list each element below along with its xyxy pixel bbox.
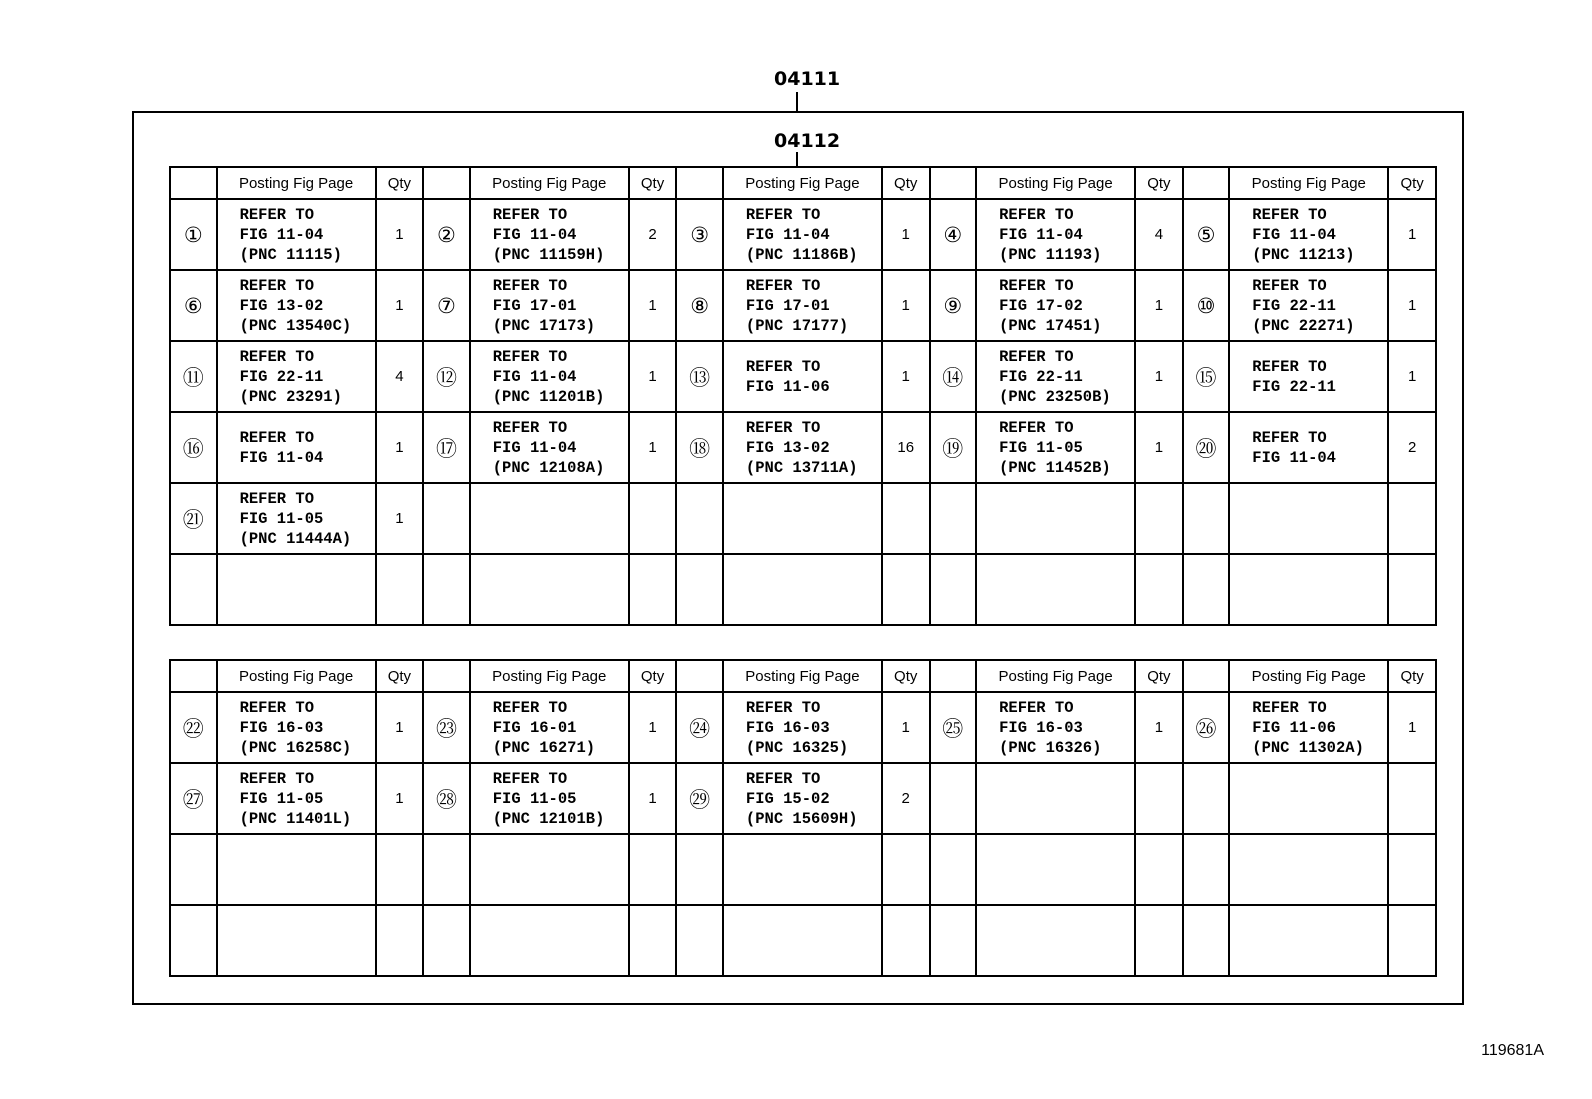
- quantity-cell: [1135, 554, 1183, 625]
- quantity-cell: 1: [629, 763, 677, 834]
- reference-cell: [470, 554, 629, 625]
- reference-line: (PNC 11302A): [1252, 738, 1364, 757]
- reference-line: REFER TO: [1252, 698, 1327, 717]
- reference-cell: [976, 483, 1135, 554]
- reference-line: FIG 22-11: [1252, 377, 1336, 396]
- reference-cell: [217, 270, 376, 341]
- reference-cell: [723, 763, 882, 834]
- quantity-cell: 1: [376, 412, 424, 483]
- header-posting-fig-page: Posting Fig Page: [470, 167, 629, 199]
- callout-number: [1183, 763, 1230, 834]
- header-posting-fig-page: Posting Fig Page: [217, 167, 376, 199]
- reference-cell: [1229, 834, 1388, 905]
- header-number: [676, 660, 723, 692]
- reference-line: (PNC 17177): [745, 316, 849, 335]
- reference-line: REFER TO: [492, 205, 568, 224]
- quantity-cell: [1135, 763, 1183, 834]
- callout-number: [1183, 834, 1230, 905]
- quantity-cell: 1: [629, 412, 677, 483]
- reference-cell: [976, 270, 1135, 341]
- assembly-number-top: 04111: [774, 68, 841, 90]
- callout-number: ⑮: [1183, 341, 1230, 412]
- quantity-cell: 1: [629, 341, 677, 412]
- callout-number: [930, 905, 977, 976]
- reference-line: REFER TO: [239, 489, 314, 508]
- callout-number: [423, 483, 470, 554]
- reference-cell: [217, 412, 376, 483]
- reference-cell: [976, 199, 1135, 270]
- reference-line: (PNC 12108A): [492, 458, 605, 477]
- callout-number: [676, 905, 723, 976]
- callout-number: ㉑: [170, 483, 217, 554]
- header-number: [423, 167, 470, 199]
- header-posting-fig-page: Posting Fig Page: [976, 167, 1135, 199]
- reference-line: FIG 11-05: [239, 509, 324, 528]
- callout-number: ⑲: [930, 412, 977, 483]
- quantity-cell: [376, 834, 424, 905]
- quantity-cell: [629, 554, 677, 625]
- reference-line: REFER TO: [999, 347, 1074, 366]
- header-qty: Qty: [376, 167, 424, 199]
- reference-line: REFER TO: [999, 205, 1074, 224]
- reference-line: (PNC 11444A): [239, 529, 352, 548]
- reference-line: FIG 11-04: [745, 225, 830, 244]
- quantity-cell: 1: [882, 341, 930, 412]
- reference-cell: [1229, 905, 1388, 976]
- header-number: [170, 167, 217, 199]
- quantity-cell: 1: [376, 270, 424, 341]
- reference-line: FIG 11-04: [239, 225, 324, 244]
- reference-cell: [723, 341, 882, 412]
- reference-cell: [976, 763, 1135, 834]
- reference-line: FIG 11-04: [492, 367, 577, 386]
- callout-number: [1183, 905, 1230, 976]
- reference-cell: [976, 554, 1135, 625]
- quantity-cell: [376, 905, 424, 976]
- quantity-cell: [882, 905, 930, 976]
- quantity-cell: [1388, 905, 1436, 976]
- table-row: [170, 834, 1436, 905]
- callout-number: ⑧: [676, 270, 723, 341]
- reference-line: (PNC 11193): [999, 245, 1102, 264]
- callout-number: ㉓: [423, 692, 470, 763]
- reference-cell: [1229, 692, 1388, 763]
- reference-line: (PNC 17451): [999, 316, 1102, 335]
- callout-number: ⑩: [1183, 270, 1230, 341]
- callout-number: [676, 483, 723, 554]
- reference-cell: [1229, 554, 1388, 625]
- quantity-cell: 1: [882, 692, 930, 763]
- callout-number: ⑰: [423, 412, 470, 483]
- reference-line: FIG 16-03: [745, 718, 830, 737]
- figure-id: 119681A: [1481, 1042, 1544, 1059]
- callout-number: [170, 554, 217, 625]
- reference-line: FIG 16-01: [492, 718, 577, 737]
- callout-number: ㉖: [1183, 692, 1230, 763]
- reference-line: FIG 11-04: [239, 448, 324, 467]
- reference-cell: [1229, 763, 1388, 834]
- quantity-cell: [629, 905, 677, 976]
- callout-number: ④: [930, 199, 977, 270]
- parts-reference-table-1: [169, 166, 1437, 626]
- reference-line: (PNC 22271): [1252, 316, 1355, 335]
- reference-cell: [470, 412, 629, 483]
- header-number: [930, 167, 977, 199]
- callout-number: [676, 834, 723, 905]
- quantity-cell: [629, 483, 677, 554]
- reference-line: FIG 11-04: [999, 225, 1083, 244]
- quantity-cell: 1: [629, 270, 677, 341]
- reference-line: FIG 11-05: [492, 789, 577, 808]
- reference-cell: [470, 763, 629, 834]
- reference-line: FIG 11-04: [1252, 448, 1336, 467]
- header-posting-fig-page: Posting Fig Page: [470, 660, 629, 692]
- reference-line: REFER TO: [999, 418, 1074, 437]
- reference-cell: [470, 341, 629, 412]
- callout-number: ⑭: [930, 341, 977, 412]
- quantity-cell: [376, 554, 424, 625]
- quantity-cell: [629, 834, 677, 905]
- reference-line: REFER TO: [239, 276, 314, 295]
- header-number: [170, 660, 217, 692]
- reference-line: FIG 22-11: [239, 367, 324, 386]
- reference-cell: [217, 692, 376, 763]
- callout-number: ⑫: [423, 341, 470, 412]
- header-qty: Qty: [882, 660, 930, 692]
- reference-cell: [470, 199, 629, 270]
- header-posting-fig-page: Posting Fig Page: [1229, 167, 1388, 199]
- reference-line: FIG 15-02: [745, 789, 830, 808]
- reference-line: (PNC 13711A): [745, 458, 858, 477]
- callout-number: ㉒: [170, 692, 217, 763]
- quantity-cell: [1135, 905, 1183, 976]
- reference-line: REFER TO: [1252, 357, 1327, 376]
- callout-number: [170, 905, 217, 976]
- callout-number: ㉘: [423, 763, 470, 834]
- quantity-cell: 1: [1135, 270, 1183, 341]
- reference-line: FIG 11-05: [999, 438, 1083, 457]
- reference-line: (PNC 16258C): [239, 738, 352, 757]
- reference-line: REFER TO: [492, 347, 568, 366]
- reference-line: FIG 11-04: [492, 225, 577, 244]
- header-posting-fig-page: Posting Fig Page: [976, 660, 1135, 692]
- reference-cell: [470, 692, 629, 763]
- reference-line: REFER TO: [492, 769, 568, 788]
- reference-line: FIG 16-03: [999, 718, 1083, 737]
- reference-cell: [1229, 412, 1388, 483]
- callout-number: [930, 483, 977, 554]
- header-number: [423, 660, 470, 692]
- callout-number: [423, 834, 470, 905]
- table-row: [170, 341, 1436, 412]
- reference-line: (PNC 11452B): [999, 458, 1111, 477]
- reference-cell: [976, 834, 1135, 905]
- leader-line-sub: [796, 152, 798, 166]
- callout-number: ㉗: [170, 763, 217, 834]
- reference-line: REFER TO: [745, 418, 821, 437]
- reference-cell: [976, 412, 1135, 483]
- quantity-cell: 2: [882, 763, 930, 834]
- callout-number: ⑨: [930, 270, 977, 341]
- header-posting-fig-page: Posting Fig Page: [217, 660, 376, 692]
- reference-line: FIG 22-11: [999, 367, 1083, 386]
- callout-number: [1183, 483, 1230, 554]
- quantity-cell: 1: [1388, 692, 1436, 763]
- header-row: [170, 167, 1436, 199]
- callout-number: [930, 554, 977, 625]
- reference-line: FIG 13-02: [745, 438, 830, 457]
- reference-line: (PNC 16271): [492, 738, 596, 757]
- reference-line: FIG 13-02: [239, 296, 324, 315]
- reference-line: REFER TO: [492, 698, 568, 717]
- reference-line: FIG 17-01: [492, 296, 577, 315]
- reference-line: REFER TO: [239, 428, 314, 447]
- reference-line: (PNC 13540C): [239, 316, 352, 335]
- callout-number: ⑯: [170, 412, 217, 483]
- callout-number: [170, 834, 217, 905]
- header-qty: Qty: [376, 660, 424, 692]
- callout-number: ③: [676, 199, 723, 270]
- reference-line: FIG 17-01: [745, 296, 830, 315]
- reference-line: REFER TO: [1252, 276, 1327, 295]
- reference-line: (PNC 11213): [1252, 245, 1355, 264]
- callout-number: [1183, 554, 1230, 625]
- reference-line: (PNC 16326): [999, 738, 1102, 757]
- callout-number: [423, 905, 470, 976]
- reference-line: REFER TO: [745, 769, 821, 788]
- reference-line: (PNC 12101B): [492, 809, 605, 828]
- reference-line: (PNC 11159H): [492, 245, 605, 264]
- reference-cell: [723, 554, 882, 625]
- reference-cell: [217, 834, 376, 905]
- header-qty: Qty: [1135, 167, 1183, 199]
- table-row: [170, 412, 1436, 483]
- reference-line: FIG 11-06: [745, 377, 830, 396]
- reference-cell: [217, 341, 376, 412]
- header-qty: Qty: [629, 167, 677, 199]
- quantity-cell: [1388, 554, 1436, 625]
- table-row: [170, 692, 1436, 763]
- quantity-cell: [1388, 834, 1436, 905]
- reference-cell: [217, 763, 376, 834]
- reference-line: REFER TO: [745, 698, 821, 717]
- quantity-cell: 1: [629, 692, 677, 763]
- leader-line-top: [796, 92, 798, 111]
- header-number: [1183, 660, 1230, 692]
- callout-number: [676, 554, 723, 625]
- quantity-cell: [1135, 834, 1183, 905]
- quantity-cell: 4: [376, 341, 424, 412]
- header-posting-fig-page: Posting Fig Page: [723, 167, 882, 199]
- reference-line: FIG 11-05: [239, 789, 324, 808]
- assembly-number-sub: 04112: [774, 130, 841, 152]
- reference-line: (PNC 11401L): [239, 809, 352, 828]
- reference-line: REFER TO: [492, 418, 568, 437]
- reference-line: (PNC 16325): [745, 738, 849, 757]
- quantity-cell: 1: [1388, 270, 1436, 341]
- reference-cell: [723, 483, 882, 554]
- reference-line: (PNC 23291): [239, 387, 342, 406]
- callout-number: ⑱: [676, 412, 723, 483]
- quantity-cell: [882, 834, 930, 905]
- quantity-cell: 2: [629, 199, 677, 270]
- callout-number: ②: [423, 199, 470, 270]
- reference-line: REFER TO: [745, 205, 821, 224]
- reference-cell: [217, 905, 376, 976]
- quantity-cell: 1: [1388, 199, 1436, 270]
- reference-cell: [470, 905, 629, 976]
- reference-cell: [723, 270, 882, 341]
- header-qty: Qty: [1388, 167, 1436, 199]
- reference-line: REFER TO: [745, 276, 821, 295]
- reference-cell: [1229, 199, 1388, 270]
- reference-cell: [723, 834, 882, 905]
- reference-cell: [1229, 270, 1388, 341]
- reference-line: FIG 11-04: [492, 438, 577, 457]
- reference-cell: [723, 199, 882, 270]
- reference-line: REFER TO: [1252, 205, 1327, 224]
- reference-cell: [470, 483, 629, 554]
- callout-number: ⑪: [170, 341, 217, 412]
- reference-line: REFER TO: [492, 276, 568, 295]
- reference-cell: [217, 483, 376, 554]
- header-qty: Qty: [1135, 660, 1183, 692]
- quantity-cell: 1: [882, 270, 930, 341]
- table-row: [170, 905, 1436, 976]
- quantity-cell: 1: [376, 763, 424, 834]
- header-qty: Qty: [882, 167, 930, 199]
- reference-line: (PNC 17173): [492, 316, 596, 335]
- parts-reference-table-2: [169, 659, 1437, 977]
- quantity-cell: [882, 483, 930, 554]
- quantity-cell: [1388, 763, 1436, 834]
- reference-line: REFER TO: [999, 698, 1074, 717]
- quantity-cell: 1: [882, 199, 930, 270]
- header-qty: Qty: [629, 660, 677, 692]
- callout-number: ⑥: [170, 270, 217, 341]
- table-row: [170, 763, 1436, 834]
- header-number: [1183, 167, 1230, 199]
- reference-cell: [976, 692, 1135, 763]
- reference-line: FIG 17-02: [999, 296, 1083, 315]
- quantity-cell: 1: [376, 199, 424, 270]
- reference-line: (PNC 11201B): [492, 387, 605, 406]
- quantity-cell: [1135, 483, 1183, 554]
- callout-number: [423, 554, 470, 625]
- quantity-cell: [1388, 483, 1436, 554]
- quantity-cell: 1: [376, 483, 424, 554]
- quantity-cell: 2: [1388, 412, 1436, 483]
- reference-cell: [217, 554, 376, 625]
- quantity-cell: 16: [882, 412, 930, 483]
- callout-number: ㉙: [676, 763, 723, 834]
- reference-cell: [976, 341, 1135, 412]
- header-number: [930, 660, 977, 692]
- callout-number: ⑳: [1183, 412, 1230, 483]
- reference-line: REFER TO: [239, 698, 314, 717]
- callout-number: ㉕: [930, 692, 977, 763]
- reference-line: REFER TO: [999, 276, 1074, 295]
- table-row: [170, 483, 1436, 554]
- quantity-cell: 1: [1135, 692, 1183, 763]
- callout-number: ㉔: [676, 692, 723, 763]
- reference-cell: [723, 905, 882, 976]
- reference-line: REFER TO: [239, 769, 314, 788]
- reference-line: REFER TO: [239, 205, 314, 224]
- header-posting-fig-page: Posting Fig Page: [1229, 660, 1388, 692]
- header-number: [676, 167, 723, 199]
- reference-cell: [1229, 483, 1388, 554]
- reference-line: (PNC 23250B): [999, 387, 1111, 406]
- reference-line: REFER TO: [239, 347, 314, 366]
- reference-line: REFER TO: [745, 357, 821, 376]
- reference-line: FIG 16-03: [239, 718, 324, 737]
- reference-cell: [723, 692, 882, 763]
- quantity-cell: 4: [1135, 199, 1183, 270]
- reference-cell: [217, 199, 376, 270]
- callout-number: ⑬: [676, 341, 723, 412]
- callout-number: [930, 763, 977, 834]
- callout-number: ⑦: [423, 270, 470, 341]
- reference-line: FIG 11-04: [1252, 225, 1336, 244]
- table-row: [170, 270, 1436, 341]
- quantity-cell: 1: [376, 692, 424, 763]
- callout-number: ⑤: [1183, 199, 1230, 270]
- callout-number: ①: [170, 199, 217, 270]
- header-row: [170, 660, 1436, 692]
- table-row: [170, 199, 1436, 270]
- quantity-cell: 1: [1135, 341, 1183, 412]
- reference-line: FIG 22-11: [1252, 296, 1336, 315]
- quantity-cell: 1: [1388, 341, 1436, 412]
- reference-line: (PNC 11186B): [745, 245, 858, 264]
- quantity-cell: [882, 554, 930, 625]
- reference-cell: [470, 270, 629, 341]
- reference-line: (PNC 15609H): [745, 809, 858, 828]
- reference-cell: [1229, 341, 1388, 412]
- reference-line: REFER TO: [1252, 428, 1327, 447]
- table-row: [170, 554, 1436, 625]
- reference-cell: [470, 834, 629, 905]
- reference-line: (PNC 11115): [239, 245, 342, 264]
- reference-cell: [723, 412, 882, 483]
- header-qty: Qty: [1388, 660, 1436, 692]
- quantity-cell: 1: [1135, 412, 1183, 483]
- callout-number: [930, 834, 977, 905]
- reference-line: FIG 11-06: [1252, 718, 1336, 737]
- reference-cell: [976, 905, 1135, 976]
- header-posting-fig-page: Posting Fig Page: [723, 660, 882, 692]
